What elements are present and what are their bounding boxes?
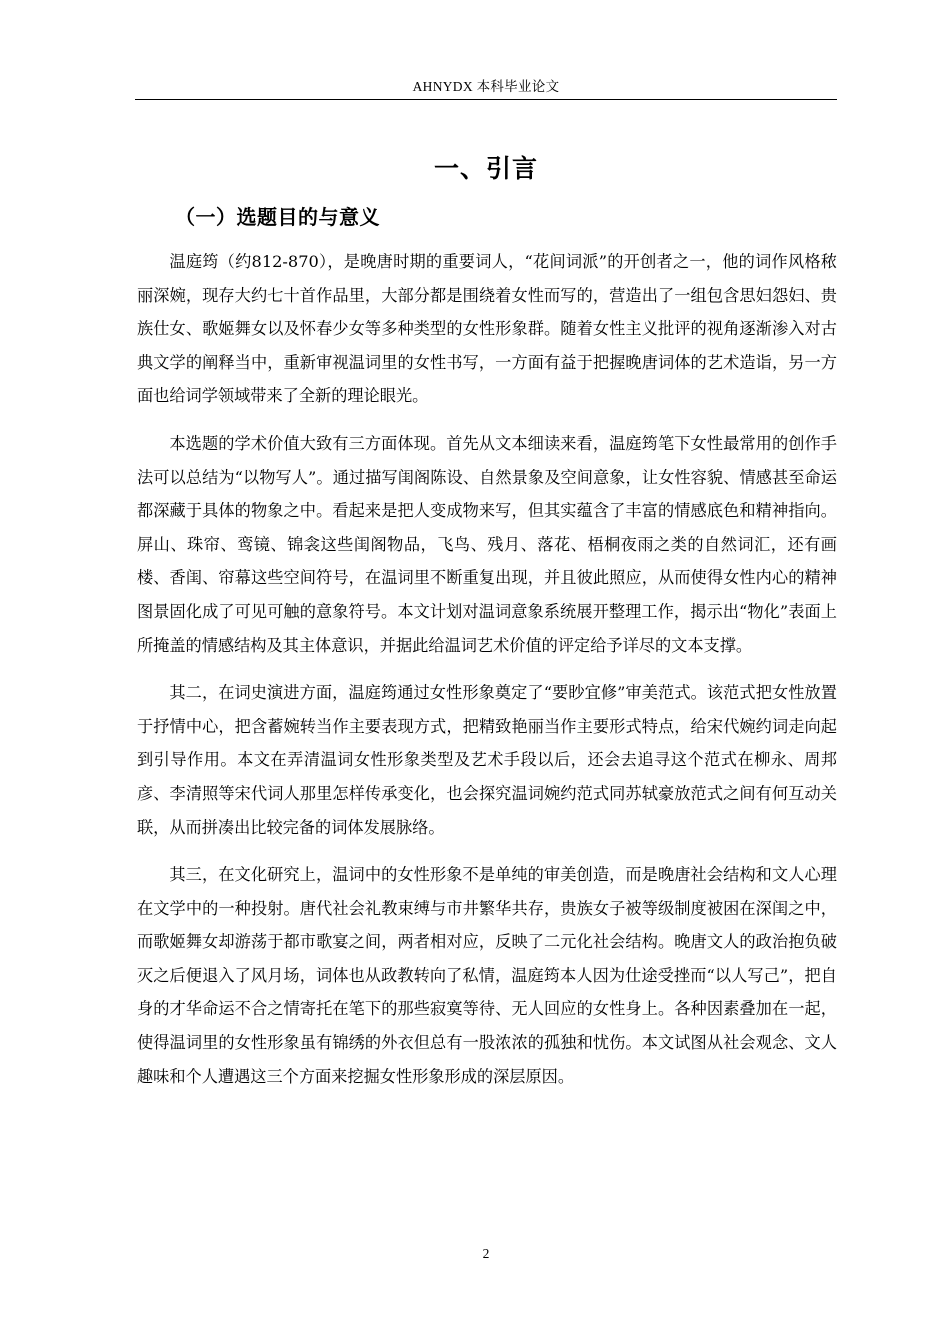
body-text (137, 245, 837, 1107)
running-header: AHNYDX 本科毕业论文 (412, 79, 560, 94)
section-title: （一）选题目的与意义 (175, 205, 380, 229)
header-rule (135, 99, 837, 100)
chapter-title: 一、引言 (433, 154, 538, 183)
paragraph-1: 温庭筠（约812-870），是晚唐时期的重要词人，“花间词派”的开创者之一，他的词作风格秾丽深婉，现存大约七十首作品里，大部分都是围绕着女性而写的，营造出了一组包含思妇怨妇、贵族仕女、歌姬舞女以及怀春少女等多种类型的女性形象群。随着女性主义批评的视角逐渐渗入对古典文学的阐释当中，重新审视温词里的女性书写，一方面有益于把握晚唐词体的艺术造诣，另一方面也给词学领域带来了全新的理论眼光。 (137, 252, 837, 406)
paragraph-3: 其二，在词史演进方面，温庭筠通过女性形象奠定了“要眇宜修”审美范式。该范式把女性放置于抒情中心，把含蓄婉转当作主要表现方式，把精致艳丽当作主要形式特点，给宋代婉约词走向起到引导作用。本文在弄清温词女性形象类型及艺术手段以后，还会去追寻这个范式在柳永、周邦彦、李清照等宋代词人那里怎样传承变化，也会探究温词婉约范式同苏轼豪放范式之间有何互动关联，从而拼凑出比较完备的词体发展脉络。 (137, 683, 837, 837)
paragraph-2: 本选题的学术价值大致有三方面体现。首先从文本细读来看，温庭筠笔下女性最常用的创作手法可以总结为“以物写人”。通过描写闺阁陈设、自然景象及空间意象，让女性容貌、情感甚至命运都深藏于具体的物象之中。看起来是把人变成物来写，但其实蕴含了丰富的情感底色和精神指向。屏山、珠帘、鸾镜、锦衾这些闺阁物品，飞鸟、残月、落花、梧桐夜雨之类的自然词汇，还有画楼、香闺、帘幕这些空间符号，在温词里不断重复出现，并且彼此照应，从而使得女性内心的精神图景固化成了可见可触的意象符号。本文计划对温词意象系统展开整理工作，揭示出“物化”表面上所掩盖的情感结构及其主体意识，并据此给温词艺术价值的评定给予详尽的文本支撑。 (137, 433, 837, 655)
paragraph-4: 其三，在文化研究上，温词中的女性形象不是单纯的审美创造，而是晚唐社会结构和文人心理在文学中的一种投射。唐代社会礼教束缚与市井繁华共存，贵族女子被等级制度被困在深闺之中，而歌姬舞女却游荡于都市歌宴之间，两者相对应，反映了二元化社会结构。晚唐文人的政治抱负破灭之后便退入了风月场，词体也从政教转向了私情，温庭筠本人因为仕途受挫而“以人写己”，把自身的才华命运不合之情寄托在笔下的那些寂寞等待、无人回应的女性身上。各种因素叠加在一起，使得温词里的女性形象虽有锦绣的外衣但总有一股浓浓的孤独和忧伤。本文试图从社会观念、文人趣味和个人遭遇这三个方面来挖掘女性形象形成的深层原因。 (137, 865, 837, 1086)
page-number: 2 (482, 1246, 490, 1261)
